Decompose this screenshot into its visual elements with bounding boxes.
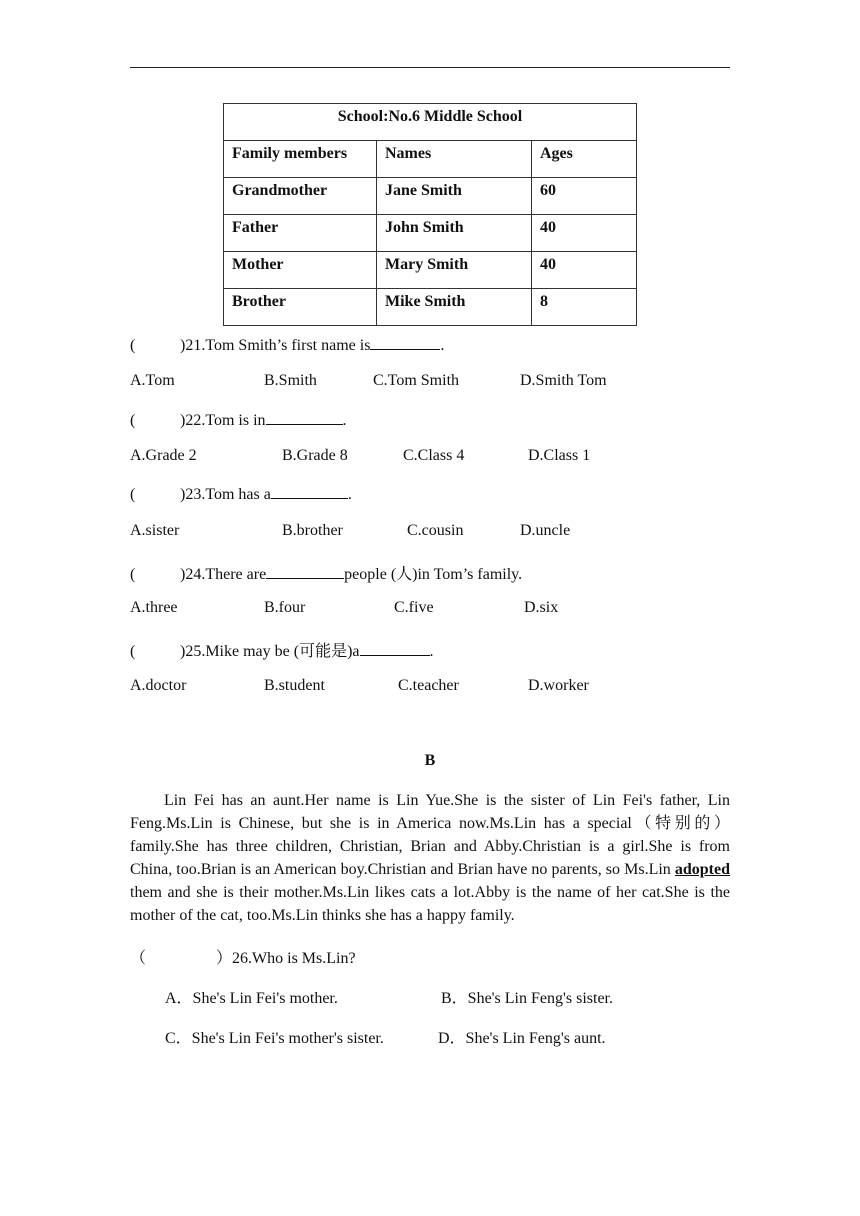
question-23 bbox=[130, 484, 352, 504]
option-c: C.Class 4 bbox=[403, 447, 465, 464]
header-rule bbox=[130, 67, 730, 68]
table-cell: Mother bbox=[224, 252, 377, 289]
answer-paren-close: ) bbox=[180, 566, 186, 583]
option-c: C.five bbox=[394, 599, 434, 616]
option-d: D.six bbox=[524, 599, 559, 616]
option-c: C.teacher bbox=[398, 677, 459, 694]
table-title: School:No.6 Middle School bbox=[224, 104, 637, 141]
table-cell: 8 bbox=[532, 289, 637, 326]
question-stem: 26.Who is Ms.Lin? bbox=[232, 950, 356, 967]
question-stem-end: . bbox=[429, 643, 434, 660]
question-stem: 23.Tom has a bbox=[185, 486, 271, 503]
answer-blank bbox=[360, 641, 430, 656]
table-cell: Father bbox=[224, 215, 377, 252]
table-cell: Mike Smith bbox=[377, 289, 532, 326]
option-a: A.Tom bbox=[130, 372, 175, 389]
question-22 bbox=[130, 410, 347, 430]
answer-paren-open: ( bbox=[130, 486, 136, 503]
answer-paren-open: ( bbox=[130, 643, 136, 660]
question-stem-end: . bbox=[342, 412, 347, 429]
option-b: B.Smith bbox=[264, 372, 317, 389]
option-a: A.Grade 2 bbox=[130, 447, 197, 464]
table-cell: Grandmother bbox=[224, 178, 377, 215]
reading-passage bbox=[130, 789, 730, 927]
table-header-cell: Family members bbox=[224, 141, 377, 178]
question-stem-end: people (人)in Tom’s family. bbox=[344, 566, 523, 583]
option-c: C.cousin bbox=[407, 522, 464, 539]
question-stem: 22.Tom is in bbox=[185, 412, 266, 429]
answer-blank bbox=[271, 484, 348, 499]
table-header-cell: Ages bbox=[532, 141, 637, 178]
question-24 bbox=[130, 561, 522, 584]
table-header-cell: Names bbox=[377, 141, 532, 178]
question-21 bbox=[130, 335, 444, 355]
option-a: A．She's Lin Fei's mother. bbox=[165, 990, 338, 1007]
answer-paren-close: ) bbox=[180, 643, 186, 660]
table-title-row bbox=[224, 104, 637, 141]
option-d: D．She's Lin Feng's aunt. bbox=[438, 1030, 606, 1047]
table-row bbox=[224, 215, 637, 252]
answer-paren-close: ) bbox=[180, 337, 186, 354]
table-cell: John Smith bbox=[377, 215, 532, 252]
family-info-table bbox=[223, 103, 637, 326]
option-d: D.Class 1 bbox=[528, 447, 591, 464]
question-25 bbox=[130, 638, 434, 661]
table-cell: Jane Smith bbox=[377, 178, 532, 215]
answer-paren-close: ) bbox=[180, 412, 186, 429]
table-row bbox=[224, 252, 637, 289]
passage-text: them and she is their mother.Ms.Lin likes cats a lot.Abby is the name of her cat.She is the mother of the cat, too.Ms.Lin thinks she has a happy family. bbox=[130, 884, 730, 924]
option-b: B．She's Lin Feng's sister. bbox=[441, 990, 614, 1007]
table-row bbox=[224, 178, 637, 215]
table-cell: Mary Smith bbox=[377, 252, 532, 289]
table-cell: 40 bbox=[532, 215, 637, 252]
option-c: C．She's Lin Fei's mother's sister. bbox=[165, 1030, 384, 1047]
table-header-row bbox=[224, 141, 637, 178]
option-c: C.Tom Smith bbox=[373, 372, 460, 389]
table-row bbox=[224, 289, 637, 326]
answer-paren-open: （ bbox=[130, 950, 147, 967]
answer-blank bbox=[266, 410, 343, 425]
option-b: B.Grade 8 bbox=[282, 447, 348, 464]
passage-keyword: adopted bbox=[674, 861, 730, 878]
passage-text: Lin Fei has an aunt.Her name is Lin Yue.She is the sister of Lin Fei's father, Lin Feng.Ms.Lin is Chinese, but she is in America now.Ms.Lin has a special（特别的）family.She has three children, Christian, Brian and Abby.Christian is a girl.She is from China, too.Brian is an American boy.Christian and Brian have no parents, so Ms.Lin bbox=[130, 792, 730, 878]
table-cell: 60 bbox=[532, 178, 637, 215]
question-stem-end: . bbox=[440, 337, 445, 354]
table-cell: Brother bbox=[224, 289, 377, 326]
option-d: D.worker bbox=[528, 677, 589, 694]
question-stem: 24.There are bbox=[185, 566, 267, 583]
question-stem: 25.Mike may be (可能是)a bbox=[185, 643, 360, 660]
option-a: A.sister bbox=[130, 522, 180, 539]
answer-paren-open: ( bbox=[130, 566, 136, 583]
answer-paren-open: ( bbox=[130, 337, 136, 354]
option-d: D.Smith Tom bbox=[520, 372, 607, 389]
option-b: B.four bbox=[264, 599, 306, 616]
question-stem: 21.Tom Smith’s first name is bbox=[185, 337, 371, 354]
question-26 bbox=[130, 945, 356, 968]
option-b: B.brother bbox=[282, 522, 343, 539]
table-cell: 40 bbox=[532, 252, 637, 289]
answer-paren-open: ( bbox=[130, 412, 136, 429]
option-d: D.uncle bbox=[520, 522, 571, 539]
answer-blank bbox=[370, 335, 440, 350]
option-b: B.student bbox=[264, 677, 325, 694]
answer-blank bbox=[266, 564, 344, 579]
answer-paren-close: ） bbox=[216, 950, 233, 967]
section-heading: B bbox=[424, 752, 436, 769]
option-a: A.doctor bbox=[130, 677, 187, 694]
option-a: A.three bbox=[130, 599, 178, 616]
answer-paren-close: ) bbox=[180, 486, 186, 503]
question-stem-end: . bbox=[347, 486, 352, 503]
